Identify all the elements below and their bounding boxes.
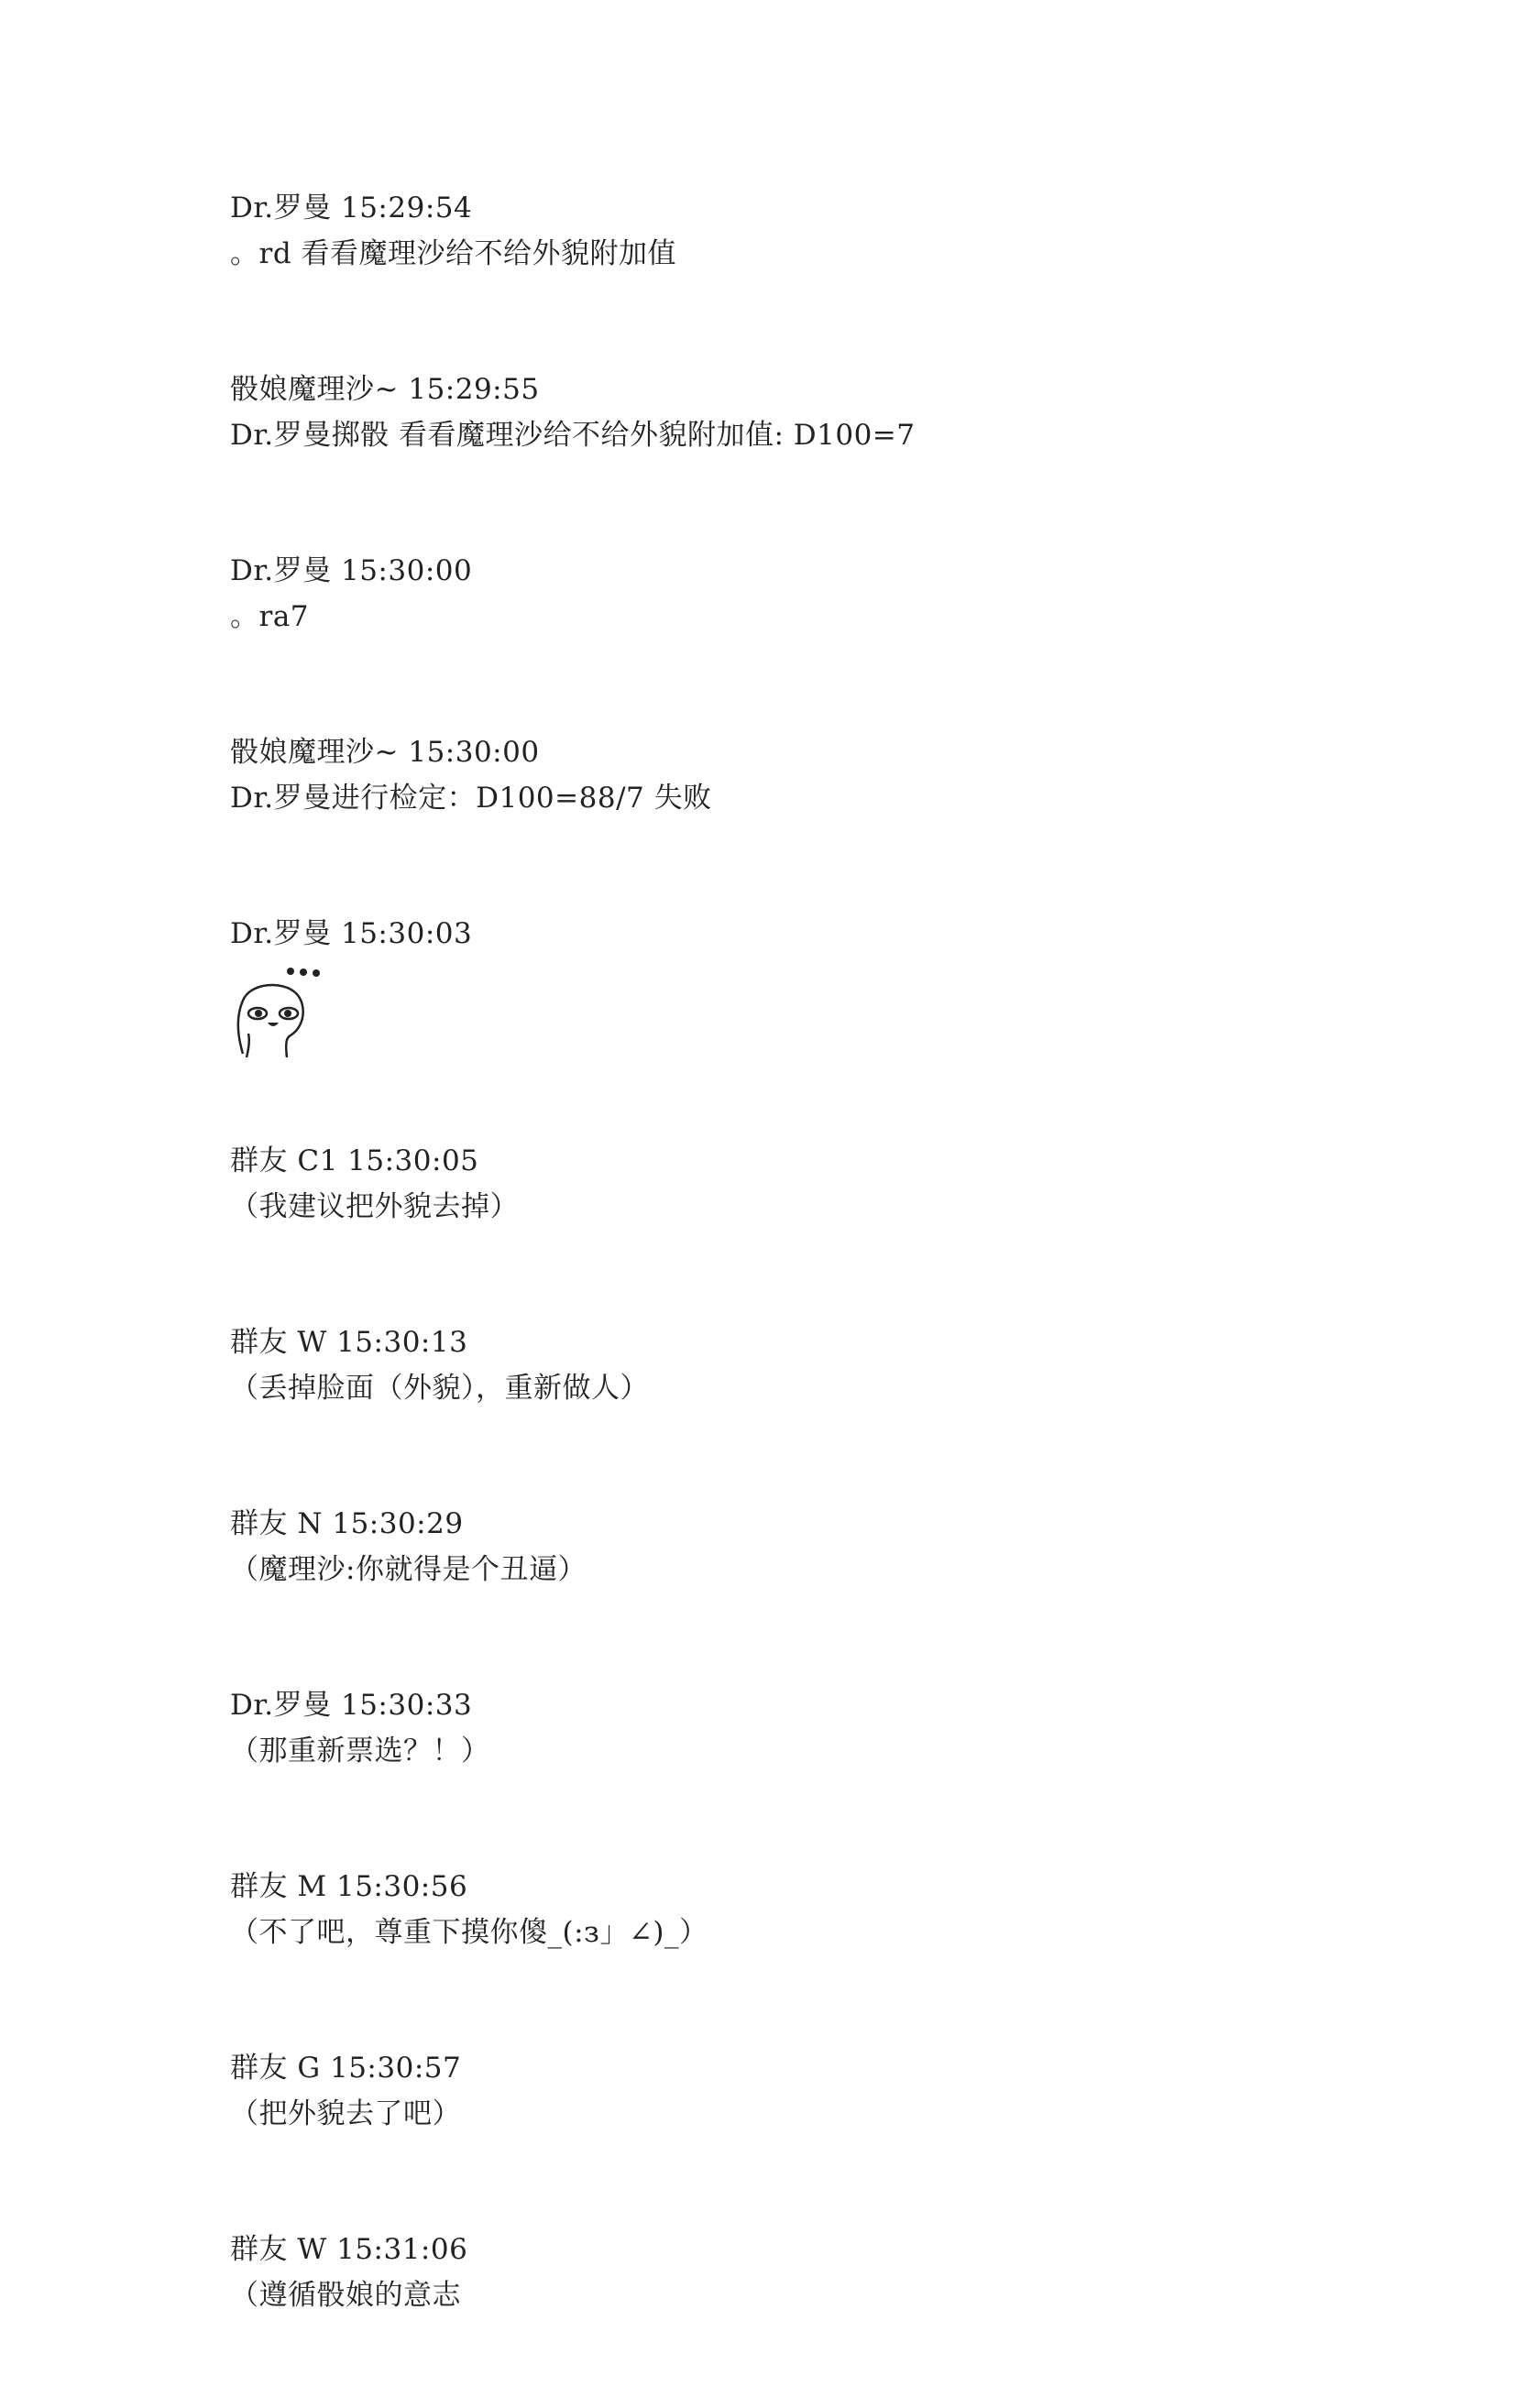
chat-message <box>230 185 1422 277</box>
timestamp: 15:30:29 <box>332 1507 464 1540</box>
timestamp: 15:29:54 <box>340 192 473 224</box>
chat-message <box>230 911 1422 1063</box>
chat-log <box>230 185 1422 2408</box>
message-header <box>230 1319 1422 1365</box>
message-text: Dr.罗曼进行检定：D100=88/7 失败 <box>230 782 712 815</box>
sender-name: 群友 C1 <box>230 1144 338 1177</box>
sender-name: Dr.罗曼 <box>230 917 332 950</box>
timestamp: 15:29:55 <box>408 373 540 406</box>
timestamp: 15:31:06 <box>336 2233 468 2266</box>
sender-name: 群友 N <box>230 1507 323 1540</box>
sender-name: 群友 W <box>230 1326 327 1359</box>
message-header <box>230 1682 1422 1728</box>
message-header <box>230 1138 1422 1184</box>
thinking-sticker-icon <box>230 962 340 1063</box>
timestamp: 15:30:00 <box>340 554 473 587</box>
chat-message <box>230 548 1422 640</box>
chat-message <box>230 367 1422 458</box>
message-header <box>230 2045 1422 2091</box>
sender-name: Dr.罗曼 <box>230 554 332 587</box>
message-text: （把外貌去了吧） <box>230 2097 461 2130</box>
message-text: 。ra7 <box>230 600 310 633</box>
timestamp: 15:30:03 <box>340 917 473 950</box>
sender-name: 群友 M <box>230 1870 327 1903</box>
chat-message <box>230 1501 1422 1593</box>
message-header <box>230 367 1422 412</box>
timestamp: 15:30:05 <box>347 1144 479 1177</box>
message-text: Dr.罗曼掷骰 看看魔理沙给不给外貌附加值: D100=7 <box>230 419 916 452</box>
sender-name: 骰娘魔理沙~ <box>230 736 399 769</box>
message-header <box>230 548 1422 594</box>
message-header <box>230 911 1422 957</box>
message-text: （遵循骰娘的意志 <box>230 2279 461 2312</box>
message-header <box>230 185 1422 231</box>
message-header <box>230 1864 1422 1910</box>
chat-message <box>230 2227 1422 2318</box>
timestamp: 15:30:00 <box>408 736 540 769</box>
chat-message <box>230 729 1422 821</box>
timestamp: 15:30:13 <box>336 1326 468 1359</box>
message-text: （那重新票选？！） <box>230 1735 490 1768</box>
sender-name: Dr.罗曼 <box>230 1689 332 1722</box>
timestamp: 15:30:56 <box>335 1870 468 1903</box>
message-text: （我建议把外貌去掉） <box>230 1190 519 1223</box>
sender-name: 群友 G <box>230 2052 321 2085</box>
timestamp: 15:30:33 <box>340 1689 473 1722</box>
chat-message <box>230 1138 1422 1230</box>
message-text: （丢掉脸面（外貌），重新做人） <box>230 1372 649 1405</box>
message-header <box>230 1501 1422 1547</box>
sender-name: 群友 W <box>230 2233 327 2266</box>
chat-message <box>230 1864 1422 1955</box>
message-header <box>230 729 1422 775</box>
message-header <box>230 2227 1422 2272</box>
timestamp: 15:30:57 <box>329 2052 462 2085</box>
chat-message <box>230 1319 1422 1411</box>
chat-message <box>230 2045 1422 2137</box>
sender-name: Dr.罗曼 <box>230 192 332 224</box>
message-text: （不了吧，尊重下摸你傻_(:з」∠)_） <box>230 1916 708 1949</box>
chat-message <box>230 1682 1422 1774</box>
message-text: 。rd 看看魔理沙给不给外貌附加值 <box>230 237 677 270</box>
message-text: （魔理沙:你就得是个丑逼） <box>230 1553 587 1586</box>
sender-name: 骰娘魔理沙~ <box>230 373 399 406</box>
